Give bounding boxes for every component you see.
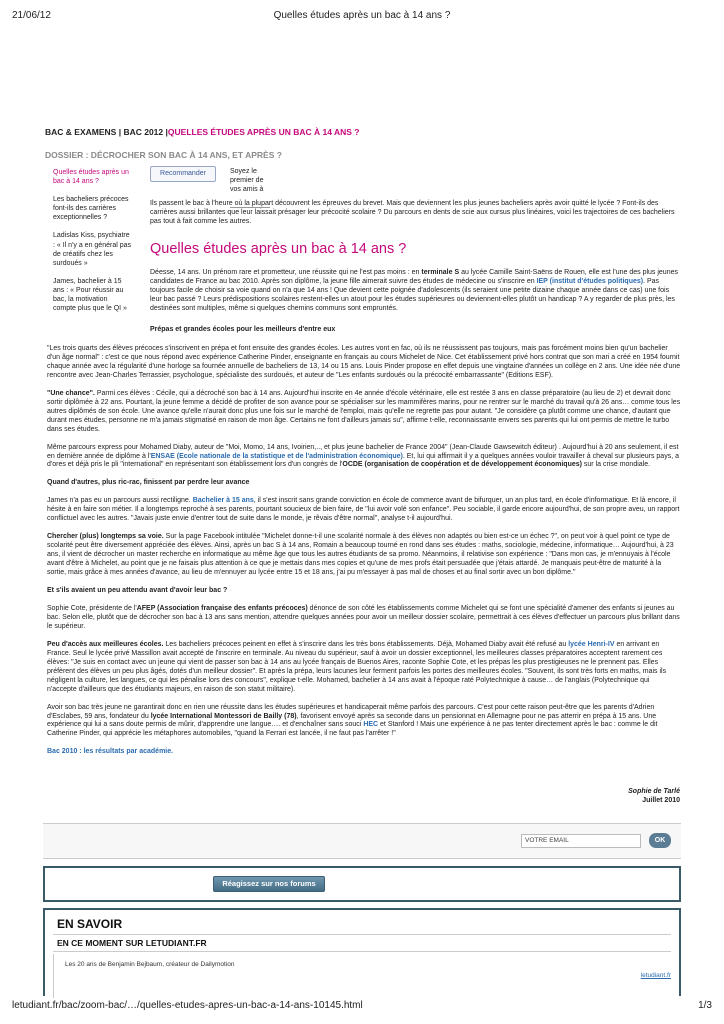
breadcrumb-separator: | [118,127,122,137]
text: Sur la page Facebook intitulée "Michelet donne-t-il une scolarité normale à des élèves non adaptés ou bien est-ce un échec ?", on peut voir à quel point ce type de scolarité peut être diversement appréciée des élèves. Ainsi, après un bac S à 14 ans, Romain a beaucoup tourné en rond dans ses études : maths, sociologie, médecine, informatique… Aujourd'hui, à 23 ans, il vient de décrocher un master recherche en informatique au même âge que tous les autres étudiants de sa promo. Néanmoins, il relativise son expérience : "Dans mon cas, je m'ennuyais à l'école avant d'être à Michelet, au point que je ne faisais plus attention à ce que je mettais dans mes copies et qu'une de mes profs était persuadée que j'étais attardé. Je manquais peut-être de maturité à la sortie, mais grâce à mes années d'avance, au lieu de m'ennuyer au lycée entre 15 et 18 ans, j'ai pu m'essayer à pas mal de choses et au final sortir avec un bon diplôme." [47,533,674,577]
recommend-button[interactable]: Recommander [150,166,216,182]
signature [628,788,680,806]
bold-text: "Une chance". [47,389,95,397]
text: en arrivant en France. Seul le lycée privé Massillon avait accepté de l'inscrire en terminale. Au niveau du supérieur, sauf à avoir un dossier exceptionnel, les meilleures classes préparatoires acceptent rarement ces élèves: "Je suis en contact avec un jeune qui vient de passer son bac à 14 ans au lycée français de Buenos Aires, raconte Sophie Cote, et les prépas les plus prestigieuses ne le prennent pas. Elles préfèrent des élèves un peu plus âgés, dotés d'un meilleur dossier". Et après la prépa, leurs lacunes leur ferment parfois les portes des meilleures écoles. "Souvent, ils sont très forts en maths, mais ils négligent la culture, les langues, ce qui les pénalise lors des concours", explique t-elle. Mohamed, bachelier à 14 ans avait à l'époque raté Polytechnique à cause… de l'anglais (Polytechnique qui n'accepte d'ailleurs que des étudiants majeurs, en raison de son statut militaire). [47,640,667,693]
text: au lycée Camille Saint-Saëns de Rouen, elle est l'une des plus jeunes candidates de France au bac 2010. Après son diplôme, la jeune fille aimerait suivre des études de médecine ou s'inscrire en [150,269,678,285]
forum-box [43,866,681,902]
paragraph [47,390,681,435]
iep-link[interactable]: IEP (institut d'études politiques) [536,277,644,285]
article-body [47,345,681,757]
text: sur la crise mondiale. [581,461,651,469]
hec-link[interactable]: HEC [363,721,379,729]
text: , il s'est inscrit sans grande conviction en école de commerce avant de bifurquer, un an plus tard, en école d'informatique. Et là encore, il hésite à en faire son métier. Il a longtemps reproché à ses parents, pourtant soucieux de bien faire, de "lui avoir volé son enfance". Peu sociable, il garde encore aujourd'hui, de son propre aveu, un rapport conflictuel avec les autres. "Javais juste envie d'entrer tout de suite dans le monde, je rêvais d'être normal", analyse t-il aujourd'hui. [47,497,680,523]
breadcrumb-current: QUELLES ÉTUDES APRÈS UN BAC À 14 ANS ? [167,127,360,137]
author-name: Sophie de Tarlé [628,788,680,795]
print-footer [12,1000,712,1014]
divider [53,951,671,952]
text: Même parcours express pour Mohamed Diaby, auteur de "Moi, Momo, 14 ans, Ivoirien,.., et plus jeune bachelier de France 2004" (Jean-Claude Gawsewitch éditeur) . Aujourd'hui à 20 ans seulement, il est en dernière année de diplôme à l' [47,443,679,460]
paragraph [47,497,681,524]
en-savoir-box [43,908,681,996]
newsletter-box [43,823,681,859]
print-url: letudiant.fr/bac/zoom-bac/…/quelles-etudes-apres-un-bac-a-14-ans-10145.html [12,1000,363,1011]
divider [53,954,54,998]
article-title: Quelles études après un bac à 14 ans ? [150,241,407,257]
text: . Et, lui qui affirmait il y a quelques années vouloir travailler à cheval sur plusieurs pays, a d'ores et déjà pris le pli "international" en représentant son établissement lors d'un congrès de l' [47,452,679,469]
text: Les bacheliers précoces peinent en effet à s'inscrire dans les très bons établissements. Déjà, Mohamed Diaby avait été refusé au [163,640,569,648]
paragraph: "Les trois quarts des élèves précoces s'inscrivent en prépa et font ensuite des grandes écoles. Les autres vont en fac, où ils ne réussissent pas toujours, mais pas forcément moins bien qu'un bachelier d'un âge normal" : c'est ce que nous répond avec expérience Catherine Pinder, enseignante en français au cours Michelet de Nice. Cet établissement privé hors contrat que son mari a créé en 1954 fournit chaque année avec la régularité d'une horloge sa fournée annuelle de bacheliers de 13, 14 ou 15 ans. Louis Pinder propose en effet depuis une vingtaine d'années un collège en 2 ans. Une idée née d'une rencontre avec Jean-Charles Terrassier, psychologue, spécialiste des surdoués, et auteur de "Les enfants surdoués ou la précocité embarrassante" (Editions ESF). [47,345,681,379]
paragraph [47,641,681,695]
article-lead [150,269,680,314]
breadcrumb-separator: | [165,127,168,137]
page-number: 1/3 [698,1000,712,1011]
text: dénonce de son côté les établissements comme Michelet qui se font une spécialité d'amener des enfants si jeunes au bac. Selon elle, plutôt que de décrocher son bac à 13 ans sans mention, attendre quelques années pour avoir un meilleur dossier scolaire, permettrait à ces élèves d'effectuer un parcours plus brillant dans le supérieur. [47,604,680,630]
ok-button[interactable]: OK [649,833,671,848]
social-text: Soyez le premier de vos amis à [230,168,264,194]
breadcrumb-bac-2012[interactable]: BAC 2012 [123,127,164,137]
print-date: 21/06/12 [12,10,51,21]
sidebar-item[interactable]: James, bachelier à 15 ans : « Pour réussir au bac, la motivation compte plus que le QI » [53,277,127,313]
section-heading: Prépas et grandes écoles pour les meilleurs d'entre eux [150,326,336,333]
section-heading: Quand d'autres, plus ric-rac, finissent par perdre leur avance [47,479,250,487]
email-input[interactable]: VOTRE EMAIL [521,834,641,848]
sidebar-item[interactable]: Les bacheliers précoces font-ils des carrières exceptionnelles ? [53,196,129,222]
paragraph [47,605,681,632]
sidebar-item[interactable]: Ladislas Kiss, psychiatre : « Il n'y a en général pas de créatifs chez les surdoués » [53,232,131,267]
article-intro: Ils passent le bac à l'heure où la plupart découvrent les épreuves du brevet. Mais que deviennent les plus jeunes bacheliers après avoir quitté le lycée ? Font-ils des carrières aussi brillantes que leur laissait présager leur précocité scolaire ? Du parcours en dents de scie aux cursus plus linéaires, voici les trajectoires de ces bacheliers pas tout à fait comme les autres. [150,200,675,225]
bachelier-link[interactable]: Bachelier à 15 ans [192,497,254,505]
paragraph [47,704,681,740]
bac-results-link[interactable]: Bac 2010 : les résultats par académie. [47,748,174,756]
text: et Stanford ! Mais une expérience à ne pas tenter directement après le bac : comme le dit Catherine Pinder, qui apprécie les métaphores automobiles, "quand la Ferrari est lancée, il ne faut pas l'arrêter !" [47,721,658,738]
bold-text: lycée International Montessori de Bailly (78) [150,712,297,720]
sidebar-item[interactable]: Quelles études après un bac à 14 ans ? [53,169,129,186]
print-header [12,10,712,24]
text: Parmi ces élèves : Cécile, qui a décroché son bac à 14 ans. Aujourd'hui inscrite en 4e année d'école vétérinaire, elle est restée 3 ans en classe préparatoire (au lieu de 2) et devrait donc sortir diplômée à 22 ans. Pourtant, la jeune femme a décidé de profiter de son avance pour se spécialiser sur les mammifères marins, pour ne rentrer sur le marché du travail qu'à 26 ans… comme tous les autres diplômés de son école. Une avance qu'elle n'aurait donc plus une fois sur le marché de l'emploi, mais qu'elle ne regrette pas pour autant. "Je considère ça plutôt comme une chance, d'autant que durant mes études, personne ne m'a jamais stigmatisé en raison de mon âge. Certains ne font d'ailleurs jamais su", affirme t-elle, reconnaissante envers ses parents qui lui ont permis de mettre le turbo dans ses études. [47,389,681,433]
dossier-sidebar [53,168,131,322]
bold-text: OCDE (organisation de coopération et de développement économiques) [342,461,582,469]
text: Avoir son bac très jeune ne garantirait donc en rien une réussite dans les études supérieures et handicaperait même parfois des parcours. C'est pour cette raison peut-être que les parents d'Adrien d'Esclabes, 59 ans, fondateur du [47,703,655,720]
paragraph [47,444,681,471]
news-item[interactable]: Les 20 ans de Benjamin Bejbaum, créateur de Dailymotion [65,961,235,968]
bold-text: terminale S [421,269,460,276]
text: James n'a pas eu un parcours aussi rectiligne. [47,497,193,505]
paragraph [47,533,681,578]
forum-button[interactable]: Réagissez sur nos forums [213,876,325,892]
source-link[interactable]: letudiant.fr [640,972,671,979]
ensae-link[interactable]: ENSAE (Ecole nationale de la statistique et de l'administration économique) [150,452,403,460]
bold-text: Peu d'accès aux meilleures écoles. [47,640,164,648]
text: . Pas toujours facile de choisir sa voie quand on n'a que 14 ans ! Que devient cette poignée d'adolescents (ils seraient une petite dizaine chaque année dans ce cas) une fois leur bac passé ? Leurs prédispositions scolaires restent-elles un atout pour les études supérieures ou deviennent-elles plutôt un handicap ? A y regarder de plus près, les destinées sont multiples, même si quelques chemins communs sont empruntés. [150,277,675,312]
section-heading: Et s'ils avaient un peu attendu avant d'avoir leur bac ? [47,587,228,595]
dossier-heading: DOSSIER : DÉCROCHER SON BAC À 14 ANS, ET APRÈS ? [45,150,282,160]
en-savoir-title: EN SAVOIR [57,917,123,931]
bold-text: Chercher (plus) longtemps sa voie. [47,533,164,541]
en-ce-moment-title: EN CE MOMENT SUR LETUDIANT.FR [57,938,207,948]
publish-date: Juillet 2010 [642,796,680,804]
bold-text: AFEP (Association française des enfants précoces) [136,604,308,612]
breadcrumb [45,127,360,138]
text: Déesse, 14 ans. Un prénom rare et prometteur, une réussite qui ne l'est pas moins : en [150,269,422,276]
henri-iv-link[interactable]: lycée Henri-IV [568,640,615,648]
divider [53,934,671,935]
text: Sophie Cote, présidente de l' [47,604,137,612]
breadcrumb-bac-examens[interactable]: BAC & EXAMENS [45,127,117,137]
text: , favorisent envoyé après sa seconde dans un pensionnat en Allemagne pour ne pas atterrir en prépa à 15 ans. Une expérience qui lui a sans doute permis de mûrir, d'apprendre une langue…. et d'enchaîner sans souci [47,712,657,729]
print-title: Quelles études après un bac à 14 ans ? [273,10,451,21]
